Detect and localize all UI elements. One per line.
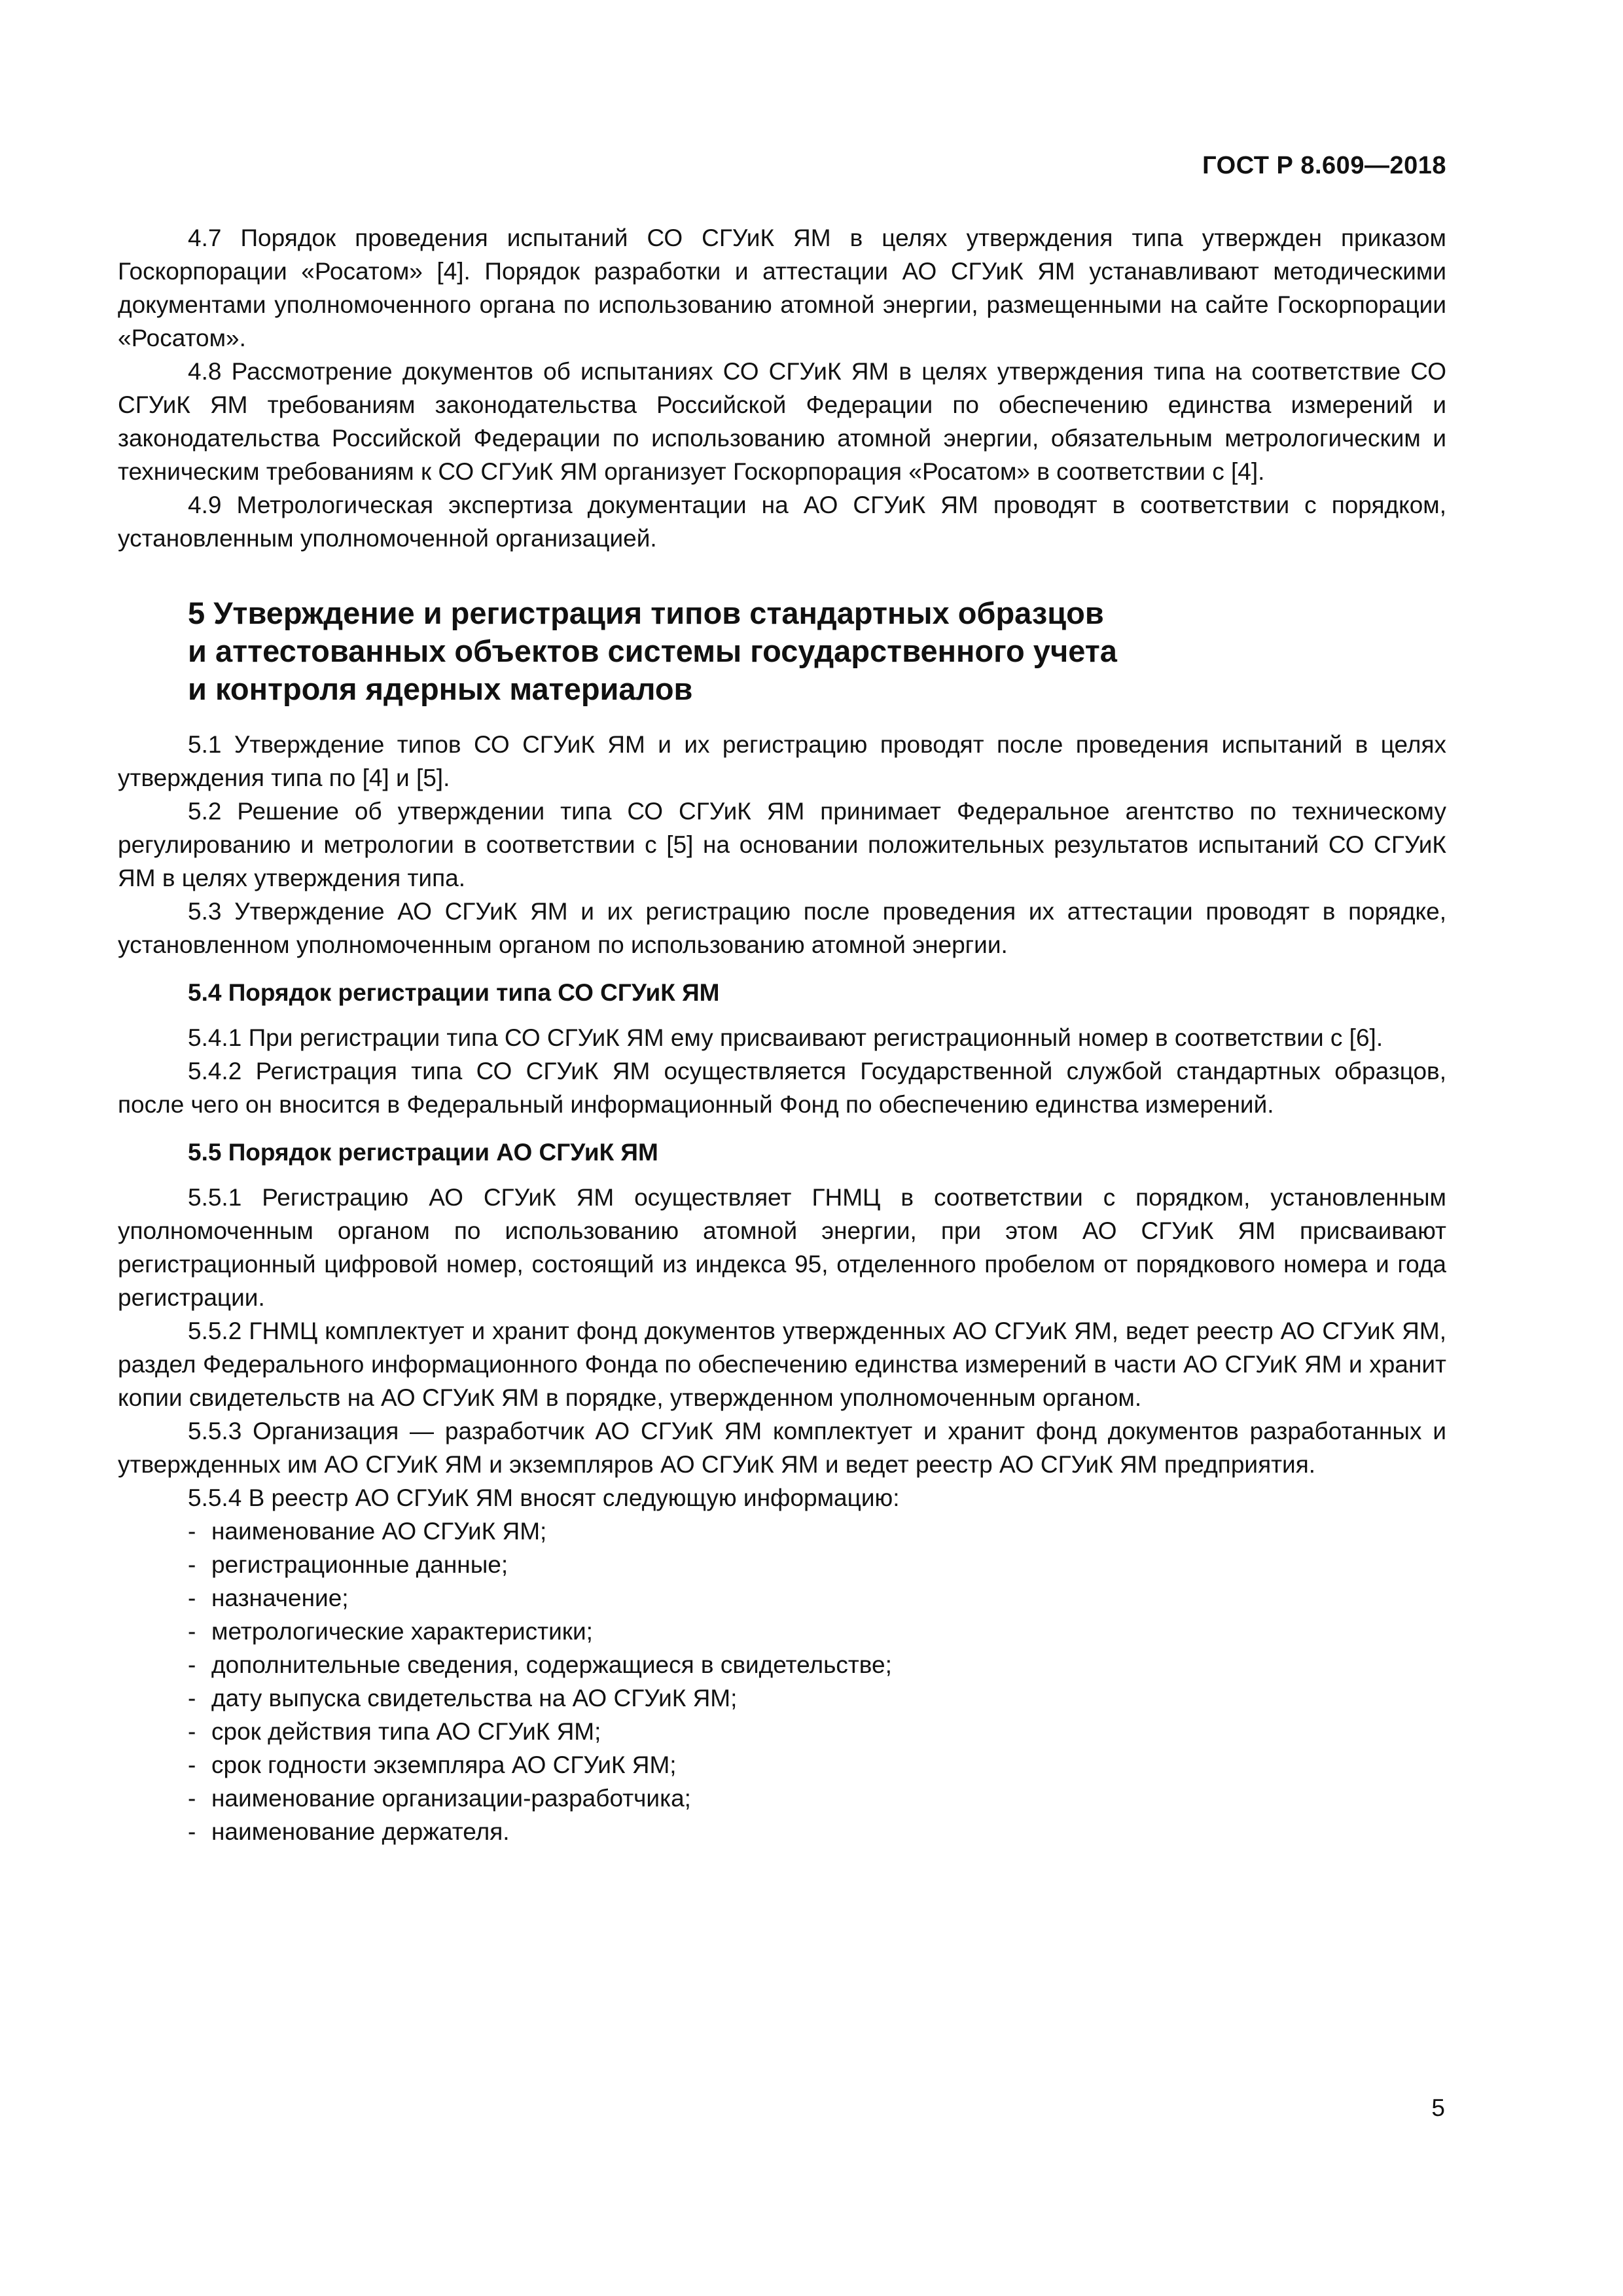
list-dash: - xyxy=(188,1618,196,1645)
list-item xyxy=(188,1648,1446,1681)
list-item xyxy=(188,1782,1446,1815)
list-item-text: регистрационные данные; xyxy=(211,1551,508,1578)
subsection-5-5-heading: 5.5 Порядок регистрации АО СГУиК ЯМ xyxy=(188,1139,658,1166)
list-dash: - xyxy=(188,1818,196,1845)
list-dash: - xyxy=(188,1685,196,1712)
subsection-5-4-heading: 5.4 Порядок регистрации типа СО СГУиК ЯМ xyxy=(188,979,720,1006)
section-5-heading-line-3: и контроля ядерных материалов xyxy=(188,672,693,706)
paragraph-5-5-3: 5.5.3 Организация — разработчик АО СГУиК ЯМ комплектует и хранит фонд документов разработанных и утвержденных им АО СГУиК ЯМ и экземпляров АО СГУиК ЯМ и ведет реестр АО СГУиК ЯМ предприятия. xyxy=(118,1418,1446,1478)
section-5-heading-line-1: 5 Утверждение и регистрация типов стандартных образцов xyxy=(188,596,1104,630)
paragraph-4-8: 4.8 Рассмотрение документов об испытаниях СО СГУиК ЯМ в целях утверждения типа на соответствие СО СГУиК ЯМ требованиям законодательства Российской Федерации по обеспечению единства измерений и законодательства Российской Федерации по использованию атомной энергии, обязательным метрологическим и техническим требованиям к СО СГУиК ЯМ организует Госкорпорация «Росатом» в соответствии с [4]. xyxy=(118,358,1446,485)
list-item-text: назначение; xyxy=(211,1585,349,1611)
list-item xyxy=(188,1581,1446,1615)
list-dash: - xyxy=(188,1785,196,1812)
paragraph-4-7: 4.7 Порядок проведения испытаний СО СГУиК ЯМ в целях утверждения типа утвержден приказом Госкорпорации «Росатом» [4]. Порядок разработки и аттестации АО СГУиК ЯМ устанавливают методическими документами уполномоченного органа по использованию атомной энергии, размещенными на сайте Госкорпорации «Росатом». xyxy=(118,224,1446,351)
list-item-text: наименование держателя. xyxy=(211,1818,510,1845)
list-dash: - xyxy=(188,1718,196,1745)
paragraph-5-4-2: 5.4.2 Регистрация типа СО СГУиК ЯМ осуществляется Государственной службой стандартных образцов, после чего он вносится в Федеральный информационный Фонд по обеспечению единства измерений. xyxy=(118,1058,1446,1118)
page-body xyxy=(118,221,1446,1848)
list-dash: - xyxy=(188,1585,196,1611)
list-item-text: дату выпуска свидетельства на АО СГУиК ЯМ; xyxy=(211,1685,738,1712)
list-item xyxy=(188,1548,1446,1581)
list-item xyxy=(188,1681,1446,1715)
paragraph-5-5-2: 5.5.2 ГНМЦ комплектует и хранит фонд документов утвержденных АО СГУиК ЯМ, ведет реестр АО СГУиК ЯМ, раздел Федерального информационного Фонда по обеспечению единства измерений в части АО СГУиК ЯМ и хранит копии свидетельств на АО СГУиК ЯМ в порядке, утвержденном уполномоченным органом. xyxy=(118,1318,1446,1411)
paragraph-5-1: 5.1 Утверждение типов СО СГУиК ЯМ и их регистрацию проводят после проведения испытаний в целях утверждения типа по [4] и [5]. xyxy=(118,731,1446,791)
list-item-text: срок годности экземпляра АО СГУиК ЯМ; xyxy=(211,1751,677,1778)
list-item-text: дополнительные сведения, содержащиеся в свидетельстве; xyxy=(211,1651,892,1678)
paragraph-5-5-1: 5.5.1 Регистрацию АО СГУиК ЯМ осуществляет ГНМЦ в соответствии с порядком, установленным уполномоченным органом по использованию атомной энергии, при этом АО СГУиК ЯМ присваивают регистрационный цифровой номер, состоящий из индекса 95, отделенного пробелом от порядкового номера и года регистрации. xyxy=(118,1184,1446,1311)
list-item xyxy=(188,1615,1446,1648)
list-dash: - xyxy=(188,1751,196,1778)
section-5-heading-line-2: и аттестованных объектов системы государственного учета xyxy=(188,634,1117,668)
paragraph-5-2: 5.2 Решение об утверждении типа СО СГУиК ЯМ принимает Федеральное агентство по техническому регулированию и метрологии в соответствии с [5] на основании положительных результатов испытаний СО СГУиК ЯМ в целях утверждения типа. xyxy=(118,798,1446,891)
list-dash: - xyxy=(188,1518,196,1545)
section-5-heading xyxy=(118,594,1446,708)
list-item xyxy=(188,1715,1446,1748)
paragraph-5-5-4: 5.5.4 В реестр АО СГУиК ЯМ вносят следующую информацию: xyxy=(188,1484,900,1511)
list-item xyxy=(188,1515,1446,1548)
list-item-text: наименование организации-разработчика; xyxy=(211,1785,691,1812)
list-item-text: наименование АО СГУиК ЯМ; xyxy=(211,1518,547,1545)
list-dash: - xyxy=(188,1651,196,1678)
document-code-header: ГОСТ Р 8.609—2018 xyxy=(1202,152,1446,179)
list-item-text: метрологические характеристики; xyxy=(211,1618,593,1645)
paragraph-5-4-1: 5.4.1 При регистрации типа СО СГУиК ЯМ ему присваивают регистрационный номер в соответствии с [6]. xyxy=(188,1024,1383,1051)
paragraph-5-3: 5.3 Утверждение АО СГУиК ЯМ и их регистрацию после проведения их аттестации проводят в порядке, установленном уполномоченным органом по использованию атомной энергии. xyxy=(118,898,1446,958)
list-item xyxy=(188,1748,1446,1782)
paragraph-4-9: 4.9 Метрологическая экспертиза документации на АО СГУиК ЯМ проводят в соответствии с порядком, установленным уполномоченной организацией. xyxy=(118,492,1446,552)
list-item-text: срок действия типа АО СГУиК ЯМ; xyxy=(211,1718,601,1745)
list-item xyxy=(188,1815,1446,1848)
registry-info-list xyxy=(118,1515,1446,1848)
page-number: 5 xyxy=(1431,2094,1445,2121)
list-dash: - xyxy=(188,1551,196,1578)
